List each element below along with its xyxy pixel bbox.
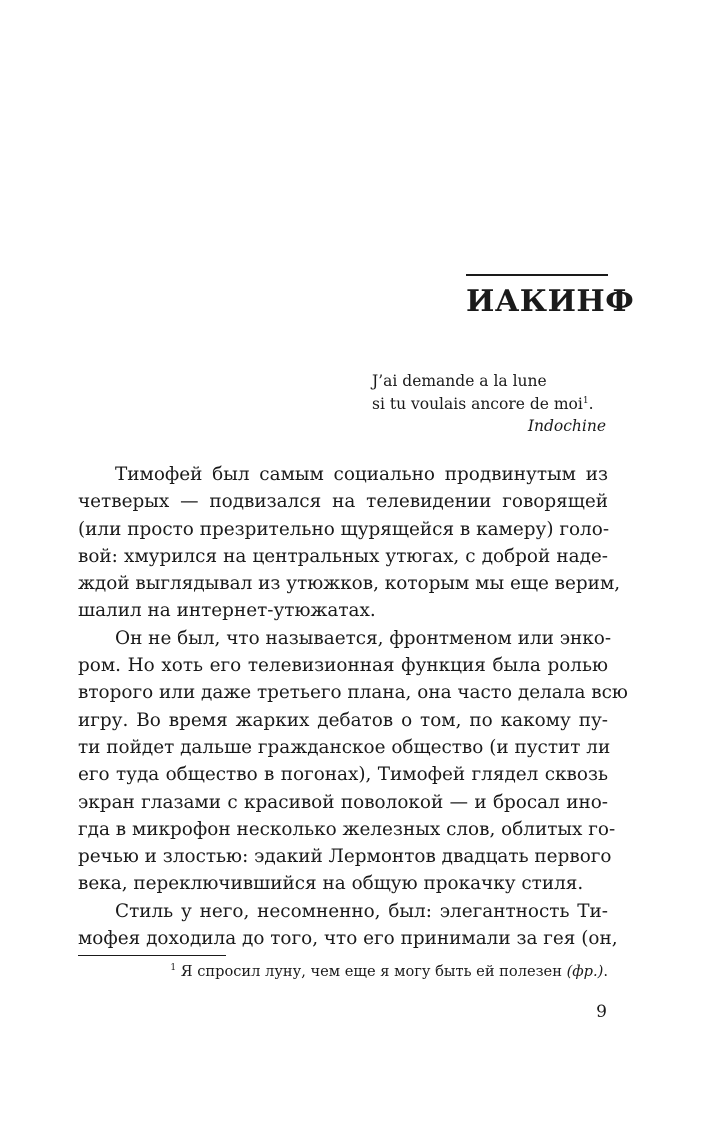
footnote-text: Я спросил луну, чем еще я могу быть ей полезен [176, 963, 567, 980]
paragraph-2-line: речью и злостью: эдакий Лермонтов двадцать первого [78, 846, 612, 868]
paragraph-2-line: ти пойдет дальше гражданское общество (и пустит ли [78, 736, 611, 758]
epigraph-line-1: J’ai demande a la lune [372, 372, 547, 390]
chapter-title: ИАКИНФ [466, 284, 635, 319]
paragraph-1-line: (или просто презрительно щурящейся в камеру) голо- [78, 518, 610, 540]
footnote-separator [78, 955, 226, 956]
paragraph-1-line: четверых — подвизался на телевидении говорящей [78, 491, 608, 513]
paragraph-3-line: Стиль у него, несомненно, был: элегантность Ти- [115, 900, 608, 922]
paragraph-2-line: гда в микрофон несколько железных слов, облитых го- [78, 818, 616, 840]
paragraph-2-line: ром. Но хоть его телевизионная функция была ролью [78, 655, 608, 677]
paragraph-2-line: века, переключившийся на общую прокачку стиля. [78, 873, 584, 895]
paragraph-2-line: Он не был, что называется, фронтменом или энко- [115, 627, 612, 649]
paragraph-2-line: экран глазами с красивой поволокой — и бросал ино- [78, 791, 608, 813]
page-number: 9 [596, 1002, 607, 1022]
epigraph-line-2-text: si tu voulais ancore de moi [372, 394, 583, 413]
footnote [78, 961, 608, 983]
footnote-end: . [603, 963, 608, 980]
paragraph-1-line: Тимофей был самым социально продвинутым из [115, 464, 608, 485]
body-text [78, 461, 628, 952]
paragraph-1-line: ждой выглядывал из утюжков, которым мы еще верим, [78, 573, 621, 595]
paragraph-2-line: игру. Во время жарких дебатов о том, по какому пу- [78, 709, 608, 731]
epigraph [300, 370, 606, 438]
paragraph-1-line: шалил на интернет-утюжатах. [78, 600, 376, 622]
epigraph-line-2 [300, 393, 606, 416]
paragraph-2-line: второго или даже третьего плана, она часто делала всю [78, 682, 628, 704]
paragraph-2-line: его туда общество в погонах), Тимофей глядел сквозь [78, 764, 608, 786]
paragraph-3-line: мофея доходила до того, что его принимали за гея (он, [78, 928, 618, 950]
footnote-language-note: (фр.) [566, 963, 604, 980]
epigraph-line-2-end: . [588, 394, 594, 413]
epigraph-source: Indochine [527, 417, 606, 435]
chapter-title-rule [466, 274, 608, 276]
paragraph-1-line: вой: хмурился на центральных утюгах, с доброй наде- [78, 545, 608, 567]
footnote-reference-mark[interactable]: 1 [582, 395, 589, 406]
footnote-mark: 1 [170, 963, 177, 973]
